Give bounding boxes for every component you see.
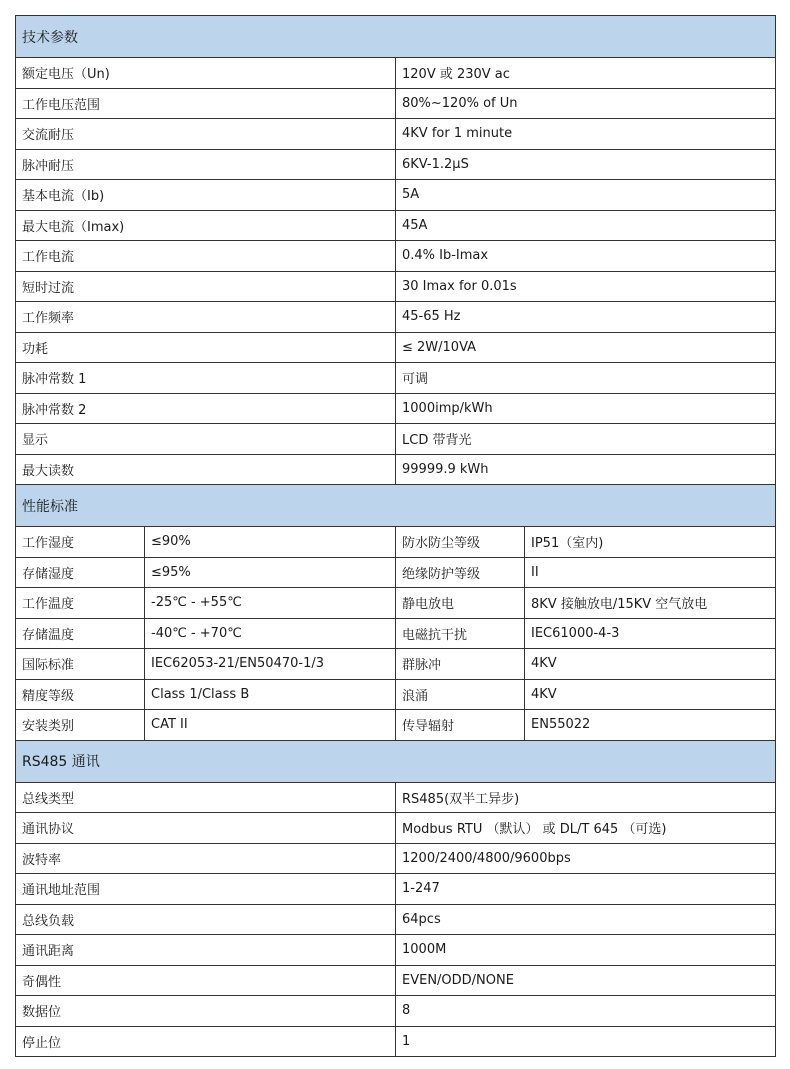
param-value: -25℃ - +55℃ — [145, 588, 396, 619]
param-label: 静电放电 — [396, 588, 525, 619]
param-label: 脉冲耐压 — [16, 149, 396, 180]
table-row — [16, 965, 776, 996]
param-value: 1-247 — [396, 874, 776, 905]
param-value: LCD 带背光 — [396, 424, 776, 455]
section-title: 技术参数 — [16, 16, 776, 58]
param-value: 30 Imax for 0.01s — [396, 271, 776, 302]
param-label: 功耗 — [16, 332, 396, 363]
param-label: 最大读数 — [16, 454, 396, 485]
param-value: 8KV 接触放电/15KV 空气放电 — [525, 588, 776, 619]
table-row — [16, 210, 776, 241]
table-row — [16, 271, 776, 302]
table-row — [16, 557, 776, 588]
param-label: 通讯地址范围 — [16, 874, 396, 905]
param-value: 1 — [396, 1026, 776, 1057]
table-row — [16, 58, 776, 89]
param-value: IEC62053-21/EN50470-1/3 — [145, 649, 396, 680]
table-row — [16, 363, 776, 394]
param-value: 6KV-1.2μS — [396, 149, 776, 180]
param-label: 工作温度 — [16, 588, 145, 619]
param-label: 数据位 — [16, 996, 396, 1027]
table-row — [16, 813, 776, 844]
param-value: 1200/2400/4800/9600bps — [396, 843, 776, 874]
table-row — [16, 180, 776, 211]
param-label: 存储湿度 — [16, 557, 145, 588]
param-label: 群脉冲 — [396, 649, 525, 680]
param-value: ≤90% — [145, 527, 396, 558]
param-label: 脉冲常数 2 — [16, 393, 396, 424]
table-row — [16, 904, 776, 935]
param-label: 停止位 — [16, 1026, 396, 1057]
param-value: CAT II — [145, 710, 396, 741]
param-value: ≤95% — [145, 557, 396, 588]
table-row — [16, 710, 776, 741]
param-value: Class 1/Class B — [145, 679, 396, 710]
param-value: 80%~120% of Un — [396, 88, 776, 119]
table-row — [16, 618, 776, 649]
param-label: 交流耐压 — [16, 119, 396, 150]
param-value: 1000imp/kWh — [396, 393, 776, 424]
param-label: 工作频率 — [16, 302, 396, 333]
param-value: Modbus RTU （默认） 或 DL/T 645 （可选) — [396, 813, 776, 844]
section-header-perf — [16, 485, 776, 527]
table-row — [16, 119, 776, 150]
table-row — [16, 1026, 776, 1057]
param-value: IP51（室内) — [525, 527, 776, 558]
param-value: 4KV for 1 minute — [396, 119, 776, 150]
param-value: RS485(双半工异步) — [396, 782, 776, 813]
param-label: 传导辐射 — [396, 710, 525, 741]
table-row — [16, 843, 776, 874]
param-label: 通讯协议 — [16, 813, 396, 844]
section-title: RS485 通讯 — [16, 740, 776, 782]
param-label: 总线负载 — [16, 904, 396, 935]
param-label: 精度等级 — [16, 679, 145, 710]
param-value: 4KV — [525, 649, 776, 680]
param-value: 0.4% Ib-Imax — [396, 241, 776, 272]
param-label: 工作电压范围 — [16, 88, 396, 119]
param-value: 8 — [396, 996, 776, 1027]
param-value: 64pcs — [396, 904, 776, 935]
param-label: 显示 — [16, 424, 396, 455]
param-value: 5A — [396, 180, 776, 211]
param-label: 绝缘防护等级 — [396, 557, 525, 588]
spec-table — [15, 15, 776, 1057]
param-value: EVEN/ODD/NONE — [396, 965, 776, 996]
table-row — [16, 302, 776, 333]
table-row — [16, 149, 776, 180]
table-row — [16, 454, 776, 485]
param-value: 4KV — [525, 679, 776, 710]
param-label: 国际标准 — [16, 649, 145, 680]
param-label: 安装类别 — [16, 710, 145, 741]
table-row — [16, 935, 776, 966]
param-value: 45-65 Hz — [396, 302, 776, 333]
param-value: 可调 — [396, 363, 776, 394]
table-row — [16, 393, 776, 424]
param-label: 额定电压（Un) — [16, 58, 396, 89]
param-label: 波特率 — [16, 843, 396, 874]
table-row — [16, 241, 776, 272]
table-row — [16, 649, 776, 680]
param-label: 脉冲常数 1 — [16, 363, 396, 394]
table-row — [16, 88, 776, 119]
param-label: 短时过流 — [16, 271, 396, 302]
table-row — [16, 996, 776, 1027]
param-label: 防水防尘等级 — [396, 527, 525, 558]
param-label: 工作湿度 — [16, 527, 145, 558]
param-label: 浪涌 — [396, 679, 525, 710]
param-label: 总线类型 — [16, 782, 396, 813]
param-value: 120V 或 230V ac — [396, 58, 776, 89]
param-label: 最大电流（Imax) — [16, 210, 396, 241]
param-value: -40℃ - +70℃ — [145, 618, 396, 649]
table-row — [16, 424, 776, 455]
param-value: ≤ 2W/10VA — [396, 332, 776, 363]
param-value: IEC61000-4-3 — [525, 618, 776, 649]
table-row — [16, 679, 776, 710]
table-row — [16, 874, 776, 905]
param-value: 1000M — [396, 935, 776, 966]
section-header-comm — [16, 740, 776, 782]
table-row — [16, 332, 776, 363]
param-label: 工作电流 — [16, 241, 396, 272]
param-value: EN55022 — [525, 710, 776, 741]
section-title: 性能标准 — [16, 485, 776, 527]
table-row — [16, 588, 776, 619]
spec-sheet — [15, 15, 775, 1057]
param-label: 通讯距离 — [16, 935, 396, 966]
param-value: II — [525, 557, 776, 588]
table-row — [16, 527, 776, 558]
section-header-tech — [16, 16, 776, 58]
param-label: 存储温度 — [16, 618, 145, 649]
param-value: 99999.9 kWh — [396, 454, 776, 485]
param-label: 奇偶性 — [16, 965, 396, 996]
param-label: 电磁抗干扰 — [396, 618, 525, 649]
table-row — [16, 782, 776, 813]
param-value: 45A — [396, 210, 776, 241]
param-label: 基本电流（Ib) — [16, 180, 396, 211]
